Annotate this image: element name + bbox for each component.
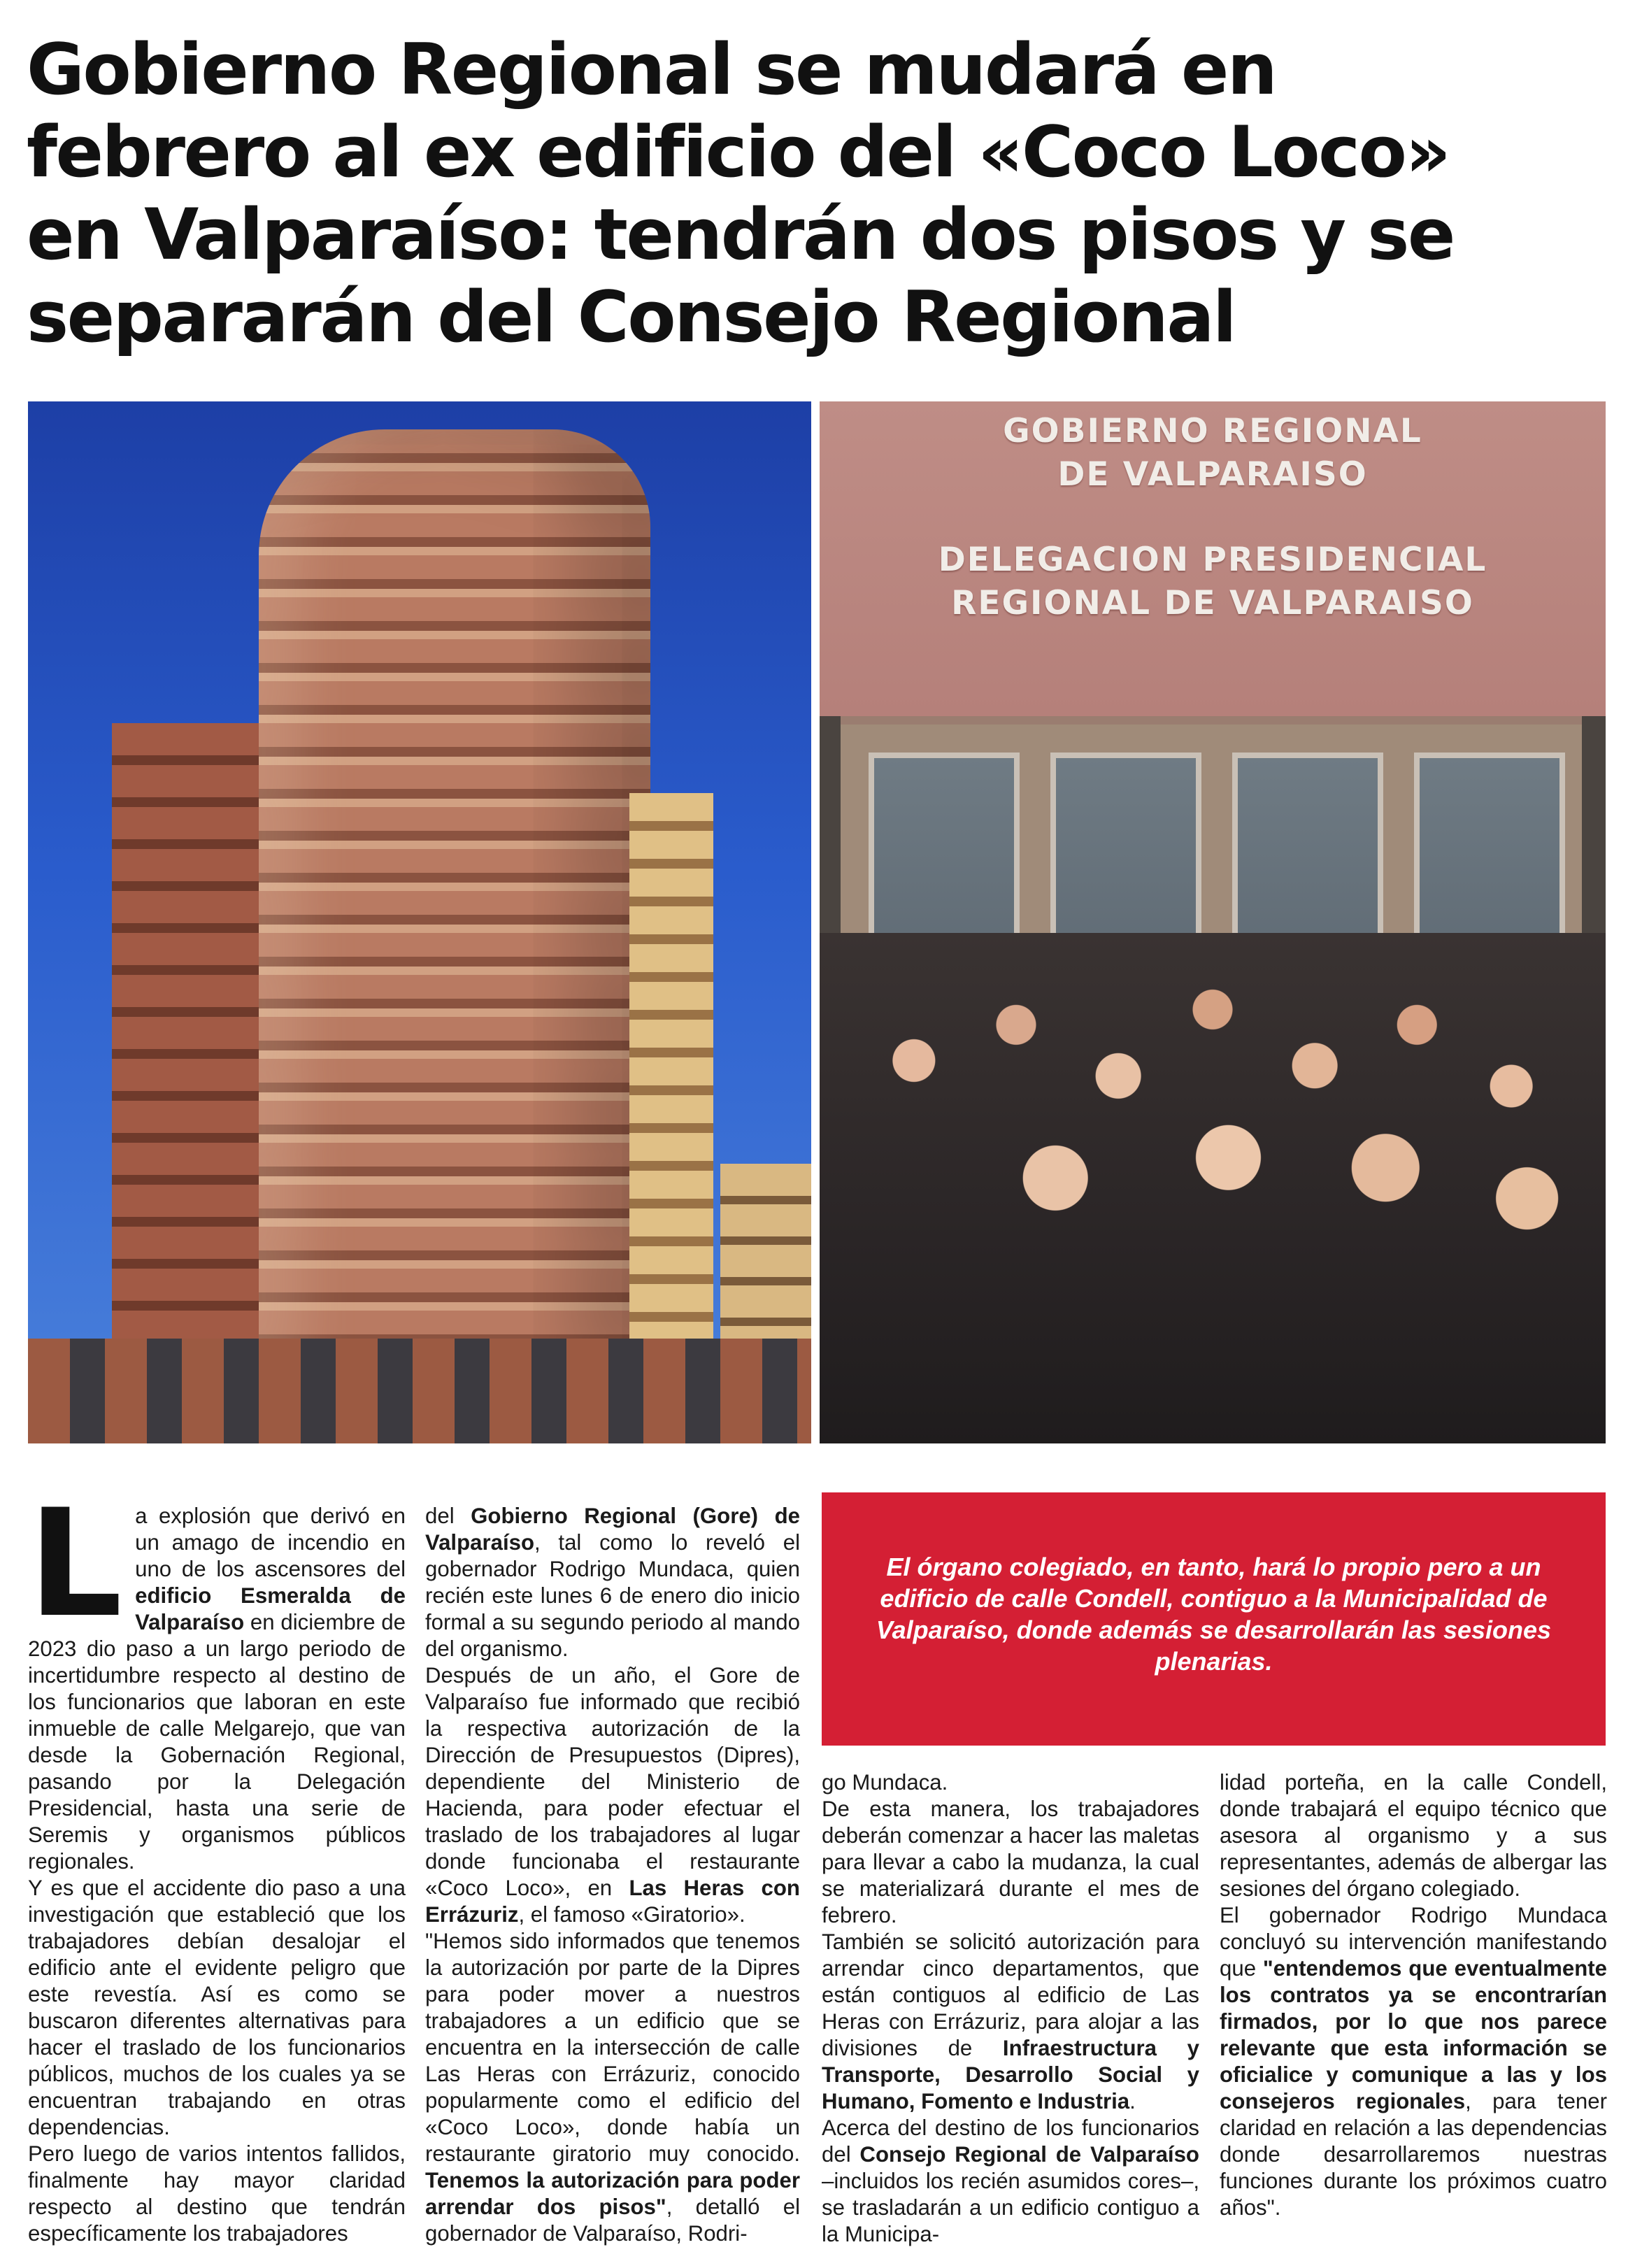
text: El gobernador Rodrigo Mundaca concluyó su intervención manifestando que [1220, 1903, 1607, 1981]
text: "Hemos sido informados que tenemos la autorización por parte de la Dipres para poder mover a nuestros trabajadores a un edificio que se encuentra en la intersección de calle Las Heras con Errázuriz, conocido popularmente como el edificio del «Coco Loco», donde había un restaurante giratorio muy conocido. [425, 1929, 800, 2166]
article-column-1 [28, 1477, 406, 2247]
text: –incluidos los recién asumidos cores–, se trasladarán a un edificio contiguo a la Municipa- [822, 2169, 1199, 2246]
headline-line: febrero al ex edificio del «Coco Loco» [27, 110, 1450, 193]
paragraph [28, 1477, 406, 1875]
paragraph: Pero luego de varios intentos fallidos, finalmente hay mayor claridad respecto al destino que tendrán específicamente los trabajadores [28, 2141, 406, 2246]
text-bold: "entendemos que eventualmente los contratos ya se encontrarían firmados, por lo que nos parece relevante que esta información se oficialice y comunique a las y los consejeros regionales [1220, 1956, 1607, 2113]
text: a explosión que derivó en un amago de incendio en uno de los ascensores del [135, 1504, 406, 1581]
text-bold: Gobierno Regional (Gore) de Valparaíso [425, 1504, 800, 1555]
sign-line: DE VALPARAISO [1057, 455, 1368, 494]
pull-quote-box [822, 1492, 1606, 1746]
article-column-3 [822, 1769, 1199, 2248]
facade-sign-bottom [820, 539, 1606, 625]
text: Acerca del destino de los funcionarios del [822, 2116, 1199, 2167]
text-bold: edificio Esmeralda de Valparaíso [135, 1583, 406, 1634]
sign-line: REGIONAL DE VALPARAISO [951, 584, 1474, 622]
drop-cap: L [28, 1477, 123, 1650]
headline-line: separarán del Consejo Regional [27, 276, 1236, 358]
article-column-2 [425, 1503, 800, 2247]
sign-line: GOBIERNO REGIONAL [1003, 412, 1422, 450]
text: Después de un año, el Gore de Valparaíso fue informado que recibió la respectiva autorización de la Dirección de Presupuestos (Dipres), dependiente del Ministerio de Hacienda, para poder efectuar el traslado de los trabajadores al lugar donde funcionaba el restaurante «Coco Loco», en [425, 1663, 800, 1900]
paragraph [822, 2115, 1199, 2248]
text: en diciembre de 2023 dio paso a un largo periodo de incertidumbre respecto al destino de los funcionarios que laboran en este inmueble de calle Melgarejo, que van desde la Gobernación Regional, pasando por la Delegación Presidencial, hasta una serie de Seremis y organismos públicos regionales. [28, 1610, 406, 1874]
pull-quote: El órgano colegiado, en tanto, hará lo propio pero a un edificio de calle Condell, contiguo a la Municipalidad de Valparaíso, donde además se desarrollarán las sesiones plenarias. [876, 1553, 1552, 1676]
paragraph: go Mundaca. [822, 1770, 948, 1795]
text: , para tener claridad en relación a las dependencias donde desarrollaremos nuestras funciones durante los próximos cuatro años". [1220, 2089, 1607, 2220]
text-bold: Infraestructura y Transporte, Desarrollo Social y Humano, Fomento e Industria [822, 2036, 1199, 2113]
headline [27, 28, 1614, 358]
paragraph [425, 1928, 800, 2247]
crowd-of-people [820, 933, 1606, 1443]
article-column-4 [1220, 1769, 1607, 2221]
text-bold: Las Heras con Errázuriz [425, 1876, 800, 1927]
text-bold: Consejo Regional de Valparaíso [859, 2142, 1199, 2167]
text: . [1129, 2089, 1136, 2113]
government-staff-photo [820, 401, 1606, 1443]
paragraph [425, 1662, 800, 1928]
text: , tal como lo reveló el gobernador Rodrigo Mundaca, quien recién este lunes 6 de enero dio inicio formal a su segundo periodo al mando del organismo. [425, 1530, 800, 1661]
paragraph: lidad porteña, en la calle Condell, donde trabajará el equipo técnico que asesora al organismo y a sus representantes, además de albergar las sesiones del órgano colegiado. [1220, 1770, 1607, 1901]
facade-sign-top [820, 410, 1606, 497]
building-tower [259, 429, 650, 1443]
paragraph [425, 1503, 800, 1662]
sign-line: DELEGACION PRESIDENCIAL [938, 541, 1487, 579]
text: , detalló el gobernador de Valparaíso, Rodri- [425, 2195, 800, 2246]
paragraph: De esta manera, los trabajadores deberán comenzar a hacer las maletas para llevar a cabo la mudanza, la cual se materializará durante el mes de febrero. [822, 1797, 1199, 1927]
street-level-building [28, 1339, 811, 1443]
text-bold: Tenemos la autorización para poder arrendar dos pisos" [425, 2168, 800, 2219]
paragraph: Y es que el accidente dio paso a una investigación que estableció que los trabajadores debían desalojar el edificio ante el evidente peligro que este revestía. Así es como se buscaron diferentes alternativas para hacer el traslado de los funcionarios públicos, muchos de los cuales ya se encuentran trabajando en otras dependencias. [28, 1876, 406, 2139]
paragraph [822, 1929, 1199, 2115]
headline-line: Gobierno Regional se mudará en [27, 28, 1276, 110]
building-facade [820, 401, 1606, 716]
text: También se solicitó autorización para arrendar cinco departamentos, que están contiguos al edificio de Las Heras con Errázuriz, para alojar a las divisiones de [822, 1930, 1199, 2060]
paragraph [1220, 1902, 1607, 2221]
headline-line: en Valparaíso: tendrán dos pisos y se [27, 193, 1454, 276]
text: del [425, 1504, 471, 1528]
text: , el famoso «Giratorio». [518, 1902, 745, 1927]
coco-loco-building-photo [28, 401, 811, 1443]
